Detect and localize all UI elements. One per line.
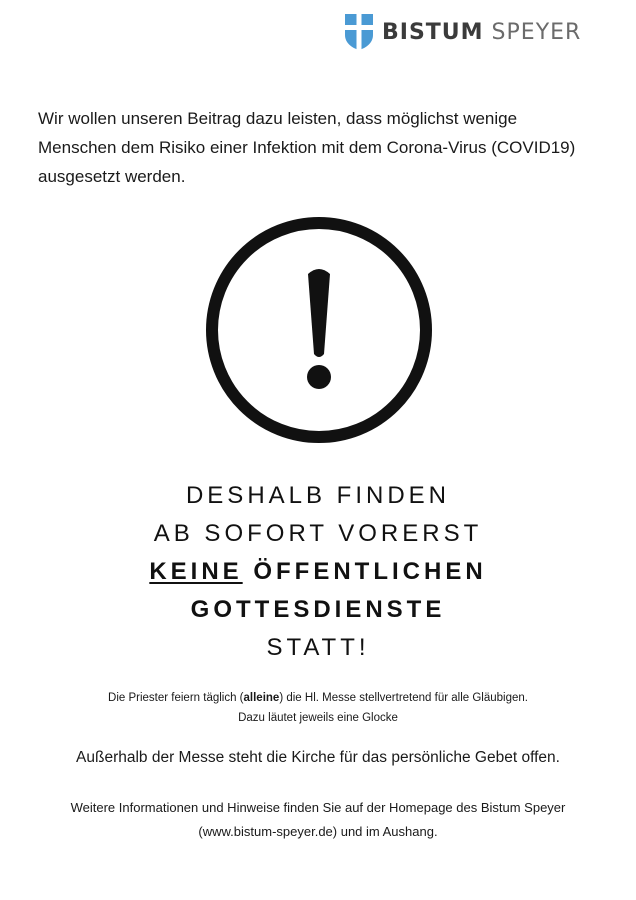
shield-cross-icon [344,13,374,51]
intro-line-2: Menschen dem Risiko einer Infektion mit dem Corona-Virus (COVID19) [38,138,576,157]
exclamation-circle-icon [203,214,435,446]
headline-line-4: GOTTESDIENSTE [190,596,446,623]
mass-note-bold: alleine [243,692,280,704]
logo-text-bistum: BISTUM [382,19,484,45]
mass-note-line-1 [0,688,636,708]
headline [0,477,636,667]
headline-keine: KEINE [149,558,243,585]
headline-line-2: AB SOFORT VORERST [153,520,483,547]
mass-note-part-1: Die Priester feiern täglich ( [108,692,244,704]
footer-line-2: (www.bistum-speyer.de) und im Aushang. [198,824,438,839]
headline-line-5: STATT! [266,634,370,661]
open-church-text: Außerhalb der Messe steht die Kirche für das persönliche Gebet offen. [76,749,560,766]
logo-text-speyer: SPEYER [483,19,582,45]
footer-line-1: Weitere Informationen und Hinweise finden Sie auf der Homepage des Bistum Speyer [70,800,566,815]
logo-text [382,20,581,45]
headline-line-3 [0,553,636,591]
headline-line-1: DESHALB FINDEN [185,482,451,509]
headline-oeffentlichen: ÖFFENTLICHEN [242,558,487,585]
intro-paragraph [38,104,598,191]
bistum-speyer-logo [344,12,606,52]
footer-info [0,796,636,844]
intro-line-3: ausgesetzt werden. [38,167,186,186]
mass-note-part-2: ) die Hl. Messe stellvertretend für alle Gläubigen. [279,692,528,704]
intro-line-1: Wir wollen unseren Beitrag dazu leisten, dass möglichst wenige [38,109,518,128]
mass-note [0,688,636,728]
mass-note-line-2: Dazu läutet jeweils eine Glocke [238,712,398,724]
